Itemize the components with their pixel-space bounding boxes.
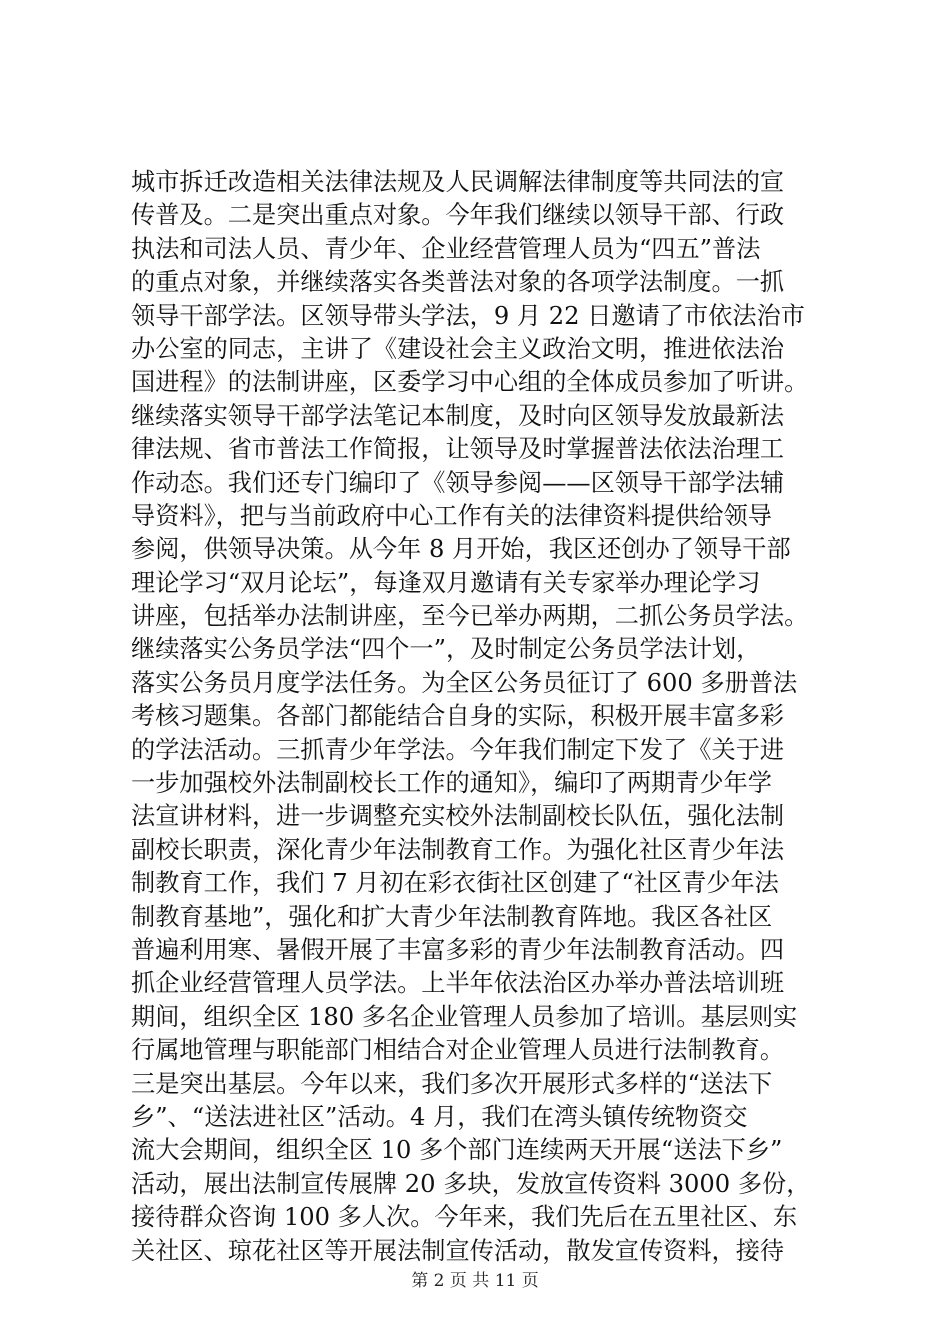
page-footer: 第 2 页 共 11 页 — [411, 1271, 539, 1291]
text-line: 导资料》，把与当前政府中心工作有关的法律资料提供给领导 — [131, 501, 772, 530]
text-line: 一步加强校外法制副校长工作的通知》，编印了两期青少年学 — [131, 769, 772, 798]
text-line: 行属地管理与职能部门相结合对企业管理人员进行法制教育。 — [131, 1036, 785, 1065]
text-line: 副校长职责，深化青少年法制教育工作。为强化社区青少年法 — [131, 835, 785, 864]
text-line: 乡”、“送法进社区”活动。4 月，我们在湾头镇传统物资交 — [131, 1102, 748, 1131]
text-line: 作动态。我们还专门编印了《领导参阅——区领导干部学法辅 — [131, 468, 785, 497]
text-line: 领导干部学法。区领导带头学法，9 月 22 日邀请了市依法治市 — [131, 301, 805, 330]
text-line: 关社区、琼花社区等开展法制宣传活动，散发宣传资料，接待 — [131, 1236, 785, 1265]
text-line: 的重点对象，并继续落实各类普法对象的各项学法制度。一抓 — [131, 268, 785, 297]
text-line: 传普及。二是突出重点对象。今年我们继续以领导干部、行政 — [131, 201, 785, 230]
text-line: 执法和司法人员、青少年、企业经营管理人员为“四五”普法 — [131, 234, 761, 263]
text-line: 落实公务员月度学法任务。为全区公务员征订了 600 多册普法 — [131, 668, 798, 697]
body-text — [131, 166, 831, 1268]
text-line: 考核习题集。各部门都能结合自身的实际，积极开展丰富多彩 — [131, 702, 785, 731]
text-line: 接待群众咨询 100 多人次。今年来，我们先后在五里社区、东 — [131, 1203, 798, 1232]
text-line: 制教育工作，我们 7 月初在彩衣街社区创建了“社区青少年法 — [131, 869, 779, 898]
text-line: 活动，展出法制宣传展牌 20 多块，发放宣传资料 3000 多份， — [131, 1169, 811, 1198]
text-line: 继续落实领导干部学法笔记本制度，及时向区领导发放最新法 — [131, 401, 785, 430]
text-line: 律法规、省市普法工作简报，让领导及时掌握普法依法治理工 — [131, 435, 785, 464]
text-line: 参阅，供领导决策。从今年 8 月开始，我区还创办了领导干部 — [131, 535, 791, 564]
text-line: 国进程》的法制讲座，区委学习中心组的全体成员参加了听讲。 — [131, 368, 809, 397]
text-line: 期间，组织全区 180 多名企业管理人员参加了培训。基层则实 — [131, 1002, 798, 1031]
text-line: 的学法活动。三抓青少年学法。今年我们制定下发了《关于进 — [131, 735, 785, 764]
text-line: 法宣讲材料，进一步调整充实校外法制副校长队伍，强化法制 — [131, 802, 785, 831]
text-line: 三是突出基层。今年以来，我们多次开展形式多样的“送法下 — [131, 1069, 773, 1098]
text-line: 城市拆迁改造相关法律法规及人民调解法律制度等共同法的宣 — [131, 168, 785, 196]
text-line: 继续落实公务员学法“四个一”，及时制定公务员学法计划， — [131, 635, 761, 664]
text-line: 讲座，包括举办法制讲座，至今已举办两期，二抓公务员学法。 — [131, 602, 809, 631]
text-line: 制教育基地”，强化和扩大青少年法制教育阵地。我区各社区 — [131, 902, 773, 931]
text-line: 抓企业经营管理人员学法。上半年依法治区办举办普法培训班 — [131, 969, 785, 998]
text-line: 普遍利用寒、暑假开展了丰富多彩的青少年法制教育活动。四 — [131, 935, 785, 964]
text-line: 办公室的同志，主讲了《建设社会主义政治文明，推进依法治 — [131, 334, 785, 363]
text-line: 理论学习“双月论坛”，每逢双月邀请有关专家举办理论学习 — [131, 568, 761, 597]
text-line: 流大会期间，组织全区 10 多个部门连续两天开展“送法下乡” — [131, 1136, 783, 1165]
